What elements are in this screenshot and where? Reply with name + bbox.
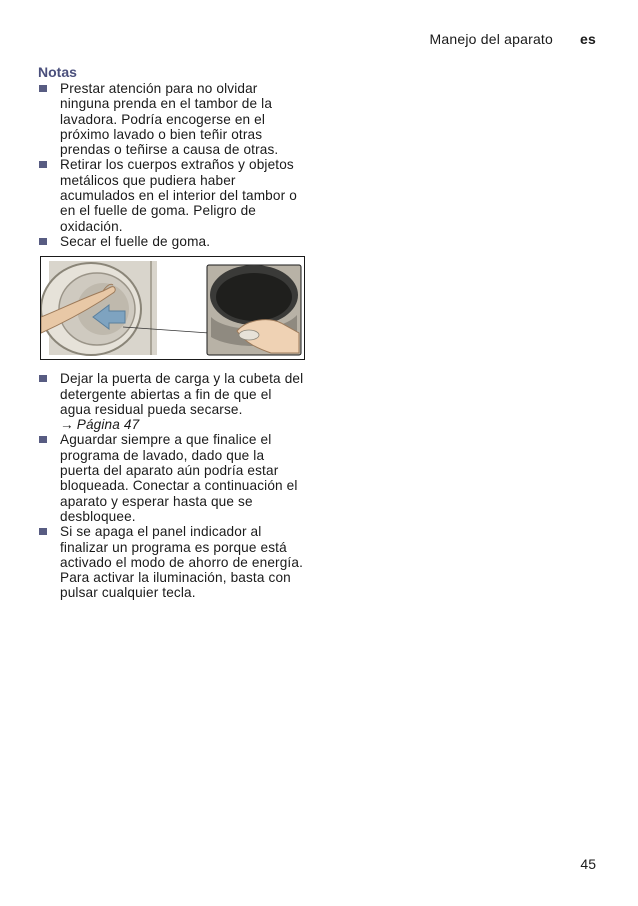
page-header bbox=[430, 31, 596, 47]
page-reference[interactable] bbox=[60, 417, 306, 432]
list-item-text: Retirar los cuerpos extraños y objetos metálicos que pudiera haber acumulados en el interior del tambor o en el fuelle de goma. Peligro de oxidación. bbox=[60, 157, 297, 234]
notes-list-before bbox=[38, 81, 306, 249]
square-bullet-icon bbox=[39, 238, 47, 245]
language-code: es bbox=[580, 31, 596, 47]
section-title: Manejo del aparato bbox=[429, 31, 554, 47]
page-reference-label: Página 47 bbox=[76, 417, 140, 433]
list-item-text: Secar el fuelle de goma. bbox=[60, 233, 211, 249]
list-item bbox=[38, 371, 306, 432]
list-item-text: Si se apaga el panel indicador al finalizar un programa es porque está activado el modo de ahorro de energía. Para activar la iluminación, basta con pulsar cualquier tecla. bbox=[60, 524, 303, 601]
list-item bbox=[38, 524, 306, 600]
list-item-text: Dejar la puerta de carga y la cubeta del detergente abiertas a fin de que el agua residual pueda secarse. bbox=[60, 371, 304, 417]
list-item bbox=[38, 81, 306, 157]
washer-door-drawing bbox=[41, 257, 304, 359]
square-bullet-icon bbox=[39, 528, 47, 535]
list-item-text: Prestar atención para no olvidar ninguna prenda en el tambor de la lavadora. Podría encogerse en el próximo lavado o bien teñir otras prendas o teñirse a causa de otras. bbox=[60, 81, 279, 158]
washer-door-illustration bbox=[40, 256, 305, 360]
square-bullet-icon bbox=[39, 436, 47, 443]
square-bullet-icon bbox=[39, 85, 47, 92]
page-number: 45 bbox=[580, 856, 596, 872]
list-item bbox=[38, 157, 306, 233]
notes-block bbox=[38, 64, 306, 601]
list-item bbox=[38, 432, 306, 524]
list-item bbox=[38, 234, 306, 249]
arrow-right-icon: → bbox=[60, 417, 74, 433]
square-bullet-icon bbox=[39, 161, 47, 168]
square-bullet-icon bbox=[39, 375, 47, 382]
notes-heading: Notas bbox=[38, 64, 77, 80]
list-item-text: Aguardar siempre a que finalice el programa de lavado, dado que la puerta del aparato aún podría estar bloqueada. Conectar a continuación el aparato y esperar hasta que se desbloquee. bbox=[60, 432, 298, 524]
notes-list-after bbox=[38, 371, 306, 600]
